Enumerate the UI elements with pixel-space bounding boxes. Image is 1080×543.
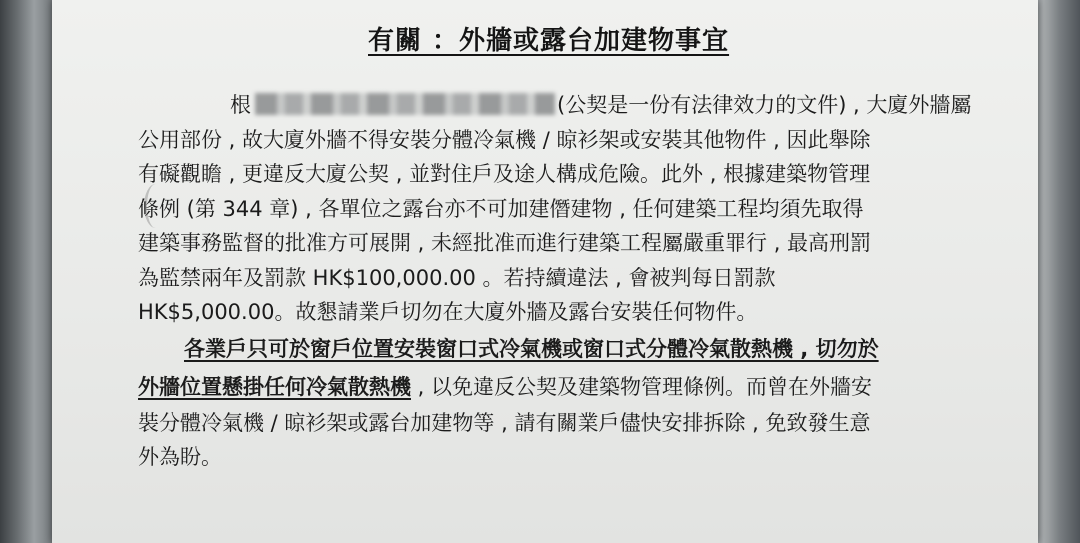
notice-line: 外為盼。 (138, 445, 222, 469)
emphasized-text: 各業戶只可於窗戶位置安裝窗口式冷氣機或窗口式分體冷氣散熱機 , 切勿於 (184, 336, 879, 361)
notice-body (138, 88, 1008, 475)
notice-line: 裝分體冷氣機 / 晾衫架或露台加建物等 , 請有關業戶儘快安排拆除 , 免致發生意 (138, 410, 871, 435)
notice-title: 有關 ：外牆或露台加建物事宜 (368, 26, 730, 56)
line-text: , 以免違反公契及建築物管理條例。而曾在外牆安 (411, 374, 873, 399)
notice-line: 條例 (第 344 章) , 各單位之露台亦不可加建僭建物 , 任何建築工程均須先取得 (138, 196, 864, 221)
line-prefix: 根 (230, 93, 251, 117)
notice-line: 公用部份 , 故大廈外牆不得安裝分體冷氣機 / 晾衫架或安裝其他物件 , 因此舉除 (138, 127, 871, 152)
notice-line (138, 368, 1008, 406)
emphasized-text: 外牆位置懸掛任何冷氣散熱機 (138, 374, 411, 399)
redacted-text (255, 93, 555, 115)
notice-line: 有礙觀瞻 , 更違反大廈公契 , 並對住戶及途人構成危險。此外 , 根據建築物管理 (138, 162, 871, 186)
line-text: (公契是一份有法律效力的文件) , 大廈外牆屬 (557, 93, 972, 117)
notice-line: 為監禁兩年及罰款 HK$100,000.00 。若持續違法 , 會被判每日罰款 (138, 265, 776, 290)
notice-line: HK$5,000.00。故懇請業戶切勿在大廈外牆及露台安裝任何物件。 (138, 300, 758, 324)
notice-line: 建築事務監督的批准方可展開 , 未經批准而進行建築工程屬嚴重罪行 , 最高刑罰 (138, 231, 872, 255)
notice-line (138, 88, 1008, 123)
notice-line (138, 330, 1008, 368)
notice-paper (52, 0, 1038, 543)
